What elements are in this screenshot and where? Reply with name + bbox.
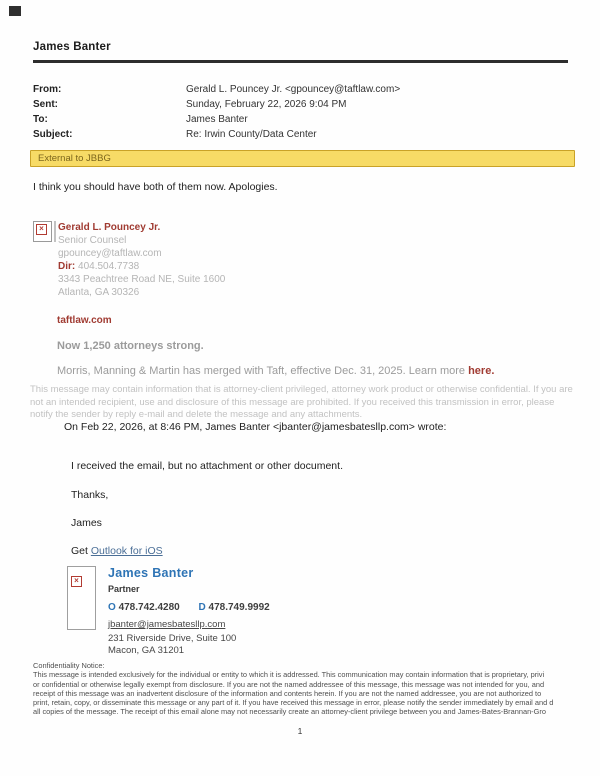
reply-address-line2: Macon, GA 31201 xyxy=(108,645,185,656)
sender-address-line2: Atlanta, GA 30326 xyxy=(58,287,140,298)
page-number: 1 xyxy=(297,726,303,736)
broken-logo-placeholder xyxy=(67,566,96,630)
quoted-email-attribution: On Feb 22, 2026, at 8:46 PM, James Banter <jbanter@jamesbatesllp.com> wrote: xyxy=(64,421,447,433)
header-row-sent xyxy=(33,97,573,112)
reply-address-line1: 231 Riverside Drive, Suite 100 xyxy=(108,633,237,644)
subject-label: Subject: xyxy=(33,129,73,140)
confidentiality-title: Confidentiality Notice: xyxy=(33,661,105,670)
sender-email: gpouncey@taftlaw.com xyxy=(58,248,162,259)
merger-notice-text: Morris, Manning & Martin has merged with Taft, effective Dec. 31, 2025. Learn more xyxy=(57,365,469,377)
outlook-promo-line xyxy=(71,545,163,557)
sender-signature-text xyxy=(58,221,225,299)
to-value: James Banter xyxy=(186,114,248,125)
reply-phone-line xyxy=(108,602,270,613)
office-phone-label: O xyxy=(108,602,116,613)
quoted-closing: Thanks, xyxy=(71,489,109,501)
external-warning-banner: External to JBBG xyxy=(30,150,575,167)
confidentiality-line: This message is intended exclusively for the individual or entity to which it is addressed. This communication may contain information that is proprietary, privi xyxy=(33,670,545,680)
from-label: From: xyxy=(33,84,62,95)
merger-here-link[interactable]: here. xyxy=(468,365,495,377)
email-header-fields xyxy=(33,82,573,142)
sender-title: Senior Counsel xyxy=(58,235,127,246)
dir-phone: 404.504.7738 xyxy=(78,261,140,272)
scan-artifact-mark xyxy=(9,6,21,16)
title-divider xyxy=(33,60,568,63)
confidentiality-line: receipt of this message was an inadvertent disclosure of the information and contents herein. If you are not the named addressee, you are not authorized to xyxy=(33,688,542,698)
confidentiality-line: or confidential or otherwise legally exempt from disclosure. If you are not the named addressee of this message, this message was not intended for you, and xyxy=(33,679,545,689)
header-row-from xyxy=(33,82,573,97)
confidentiality-line: print, retain, copy, or disseminate this message or any part of it. If you have received this message in error, please notify the sender immediately by email and d xyxy=(33,698,554,708)
from-value: Gerald L. Pouncey Jr. <gpouncey@taftlaw.com> xyxy=(186,84,401,95)
broken-image-icon: × xyxy=(71,576,82,587)
header-row-subject xyxy=(33,127,573,142)
outlook-for-ios-link[interactable]: Outlook for iOS xyxy=(90,545,163,557)
sender-address-line1: 3343 Peachtree Road NE, Suite 1600 xyxy=(58,274,226,285)
message-body: I think you should have both of them now. Apologies. xyxy=(33,181,278,193)
header-row-to xyxy=(33,112,573,127)
subject-value: Re: Irwin County/Data Center xyxy=(186,129,317,140)
dir-label: Dir: xyxy=(58,261,76,272)
page-title: James Banter xyxy=(33,41,111,53)
broken-image-placeholder xyxy=(33,221,52,242)
confidentiality-line: all copies of the message. The receipt of this email alone may not necessarily create an attorney-client privilege between you and James-Bates-Brannan-Gro xyxy=(33,707,546,717)
office-phone-number: 478.742.4280 xyxy=(118,602,180,613)
firm-tagline: Now 1,250 attorneys strong. xyxy=(57,340,204,352)
merger-notice xyxy=(57,365,494,377)
reply-signature-text xyxy=(108,566,270,656)
reply-sender-title: Partner xyxy=(108,584,140,594)
quoted-signoff: James xyxy=(71,517,102,529)
reply-signature-block xyxy=(67,566,270,656)
broken-image-icon: × xyxy=(36,224,47,235)
direct-phone-label: D xyxy=(198,602,206,613)
sent-value: Sunday, February 22, 2026 9:04 PM xyxy=(186,99,347,110)
sender-direct-line xyxy=(58,260,225,273)
sender-name: Gerald L. Pouncey Jr. xyxy=(58,222,161,233)
outlook-prefix: Get xyxy=(71,545,91,557)
reply-sender-name: James Banter xyxy=(108,566,194,580)
taftlaw-website-link[interactable]: taftlaw.com xyxy=(57,315,112,326)
reply-sender-email-link[interactable]: jbanter@jamesbatesllp.com xyxy=(108,619,226,630)
direct-phone-number: 478.749.9992 xyxy=(208,602,270,613)
to-label: To: xyxy=(33,114,48,125)
confidentiality-notice xyxy=(33,661,600,717)
quoted-body: I received the email, but no attachment or other document. xyxy=(71,460,343,472)
sent-label: Sent: xyxy=(33,99,58,110)
placeholder-edge xyxy=(54,221,56,242)
sender-disclaimer: This message may contain information that is attorney-client privileged, attorney work product or otherwise confidential. If you are not an intended recipient, use and disclosure of this message are prohibited. If you received this transmission in error, please notify the sender by reply e-mail and delete the message and any attachments. xyxy=(30,384,573,420)
sender-signature-block xyxy=(33,221,225,299)
